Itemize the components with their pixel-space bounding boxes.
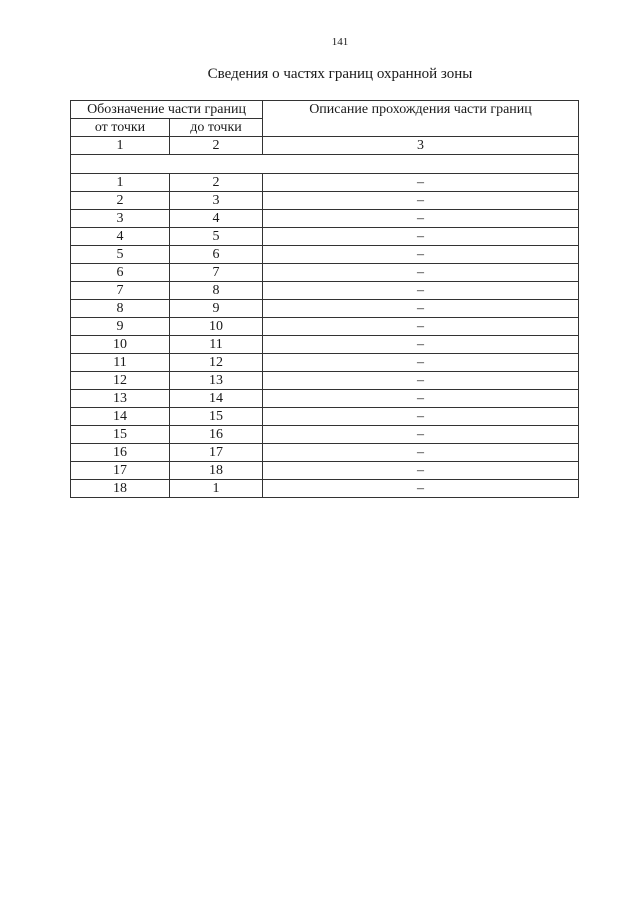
table-row <box>71 390 579 408</box>
row-description: – <box>263 228 579 246</box>
empty-section-row <box>71 155 579 174</box>
row-description: – <box>263 390 579 408</box>
row-from-point: 6 <box>71 264 170 282</box>
row-description: – <box>263 480 579 498</box>
row-from-point: 1 <box>71 174 170 192</box>
table-row <box>71 192 579 210</box>
table-row <box>71 282 579 300</box>
row-to-point: 16 <box>170 426 263 444</box>
row-to-point: 17 <box>170 444 263 462</box>
table-row <box>71 210 579 228</box>
row-from-point: 11 <box>71 354 170 372</box>
row-from-point: 9 <box>71 318 170 336</box>
row-to-point: 14 <box>170 390 263 408</box>
row-from-point: 14 <box>71 408 170 426</box>
row-from-point: 16 <box>71 444 170 462</box>
row-to-point: 9 <box>170 300 263 318</box>
empty-cell <box>71 155 579 174</box>
header-row-1 <box>71 101 579 119</box>
row-description: – <box>263 264 579 282</box>
row-description: – <box>263 192 579 210</box>
row-from-point: 10 <box>71 336 170 354</box>
row-from-point: 17 <box>71 462 170 480</box>
row-from-point: 12 <box>71 372 170 390</box>
row-from-point: 13 <box>71 390 170 408</box>
table-body <box>71 174 579 498</box>
row-to-point: 15 <box>170 408 263 426</box>
row-to-point: 4 <box>170 210 263 228</box>
table-row <box>71 228 579 246</box>
boundary-parts-table <box>70 100 579 498</box>
header-to-point: до точки <box>170 119 263 137</box>
row-from-point: 18 <box>71 480 170 498</box>
row-to-point: 11 <box>170 336 263 354</box>
row-description: – <box>263 300 579 318</box>
table-row <box>71 300 579 318</box>
row-from-point: 5 <box>71 246 170 264</box>
row-to-point: 5 <box>170 228 263 246</box>
row-description: – <box>263 246 579 264</box>
row-description: – <box>263 426 579 444</box>
row-to-point: 7 <box>170 264 263 282</box>
row-from-point: 4 <box>71 228 170 246</box>
table-row <box>71 318 579 336</box>
table-row <box>71 444 579 462</box>
table-row <box>71 354 579 372</box>
row-description: – <box>263 354 579 372</box>
table-row <box>71 426 579 444</box>
row-to-point: 12 <box>170 354 263 372</box>
row-to-point: 10 <box>170 318 263 336</box>
row-description: – <box>263 372 579 390</box>
row-description: – <box>263 210 579 228</box>
table-row <box>71 372 579 390</box>
row-from-point: 3 <box>71 210 170 228</box>
column-numbers-row <box>71 137 579 155</box>
row-to-point: 8 <box>170 282 263 300</box>
row-description: – <box>263 462 579 480</box>
page-number: 141 <box>331 36 349 48</box>
row-to-point: 3 <box>170 192 263 210</box>
row-to-point: 13 <box>170 372 263 390</box>
column-number: 3 <box>263 137 579 155</box>
table-row <box>71 336 579 354</box>
table-row <box>71 264 579 282</box>
row-description: – <box>263 282 579 300</box>
header-description: Описание прохождения части границ <box>263 101 579 137</box>
row-description: – <box>263 444 579 462</box>
row-to-point: 2 <box>170 174 263 192</box>
table-row <box>71 408 579 426</box>
row-from-point: 8 <box>71 300 170 318</box>
document-title: Сведения о частях границ охранной зоны <box>207 66 473 82</box>
row-from-point: 7 <box>71 282 170 300</box>
table-row <box>71 246 579 264</box>
row-to-point: 18 <box>170 462 263 480</box>
column-number: 1 <box>71 137 170 155</box>
row-description: – <box>263 174 579 192</box>
row-to-point: 6 <box>170 246 263 264</box>
row-description: – <box>263 336 579 354</box>
row-to-point: 1 <box>170 480 263 498</box>
header-from-point: от точки <box>71 119 170 137</box>
row-from-point: 15 <box>71 426 170 444</box>
table-row <box>71 174 579 192</box>
row-description: – <box>263 318 579 336</box>
table-row <box>71 480 579 498</box>
header-boundary-designation: Обозначение части границ <box>71 101 263 119</box>
row-description: – <box>263 408 579 426</box>
table-row <box>71 462 579 480</box>
row-from-point: 2 <box>71 192 170 210</box>
column-number: 2 <box>170 137 263 155</box>
